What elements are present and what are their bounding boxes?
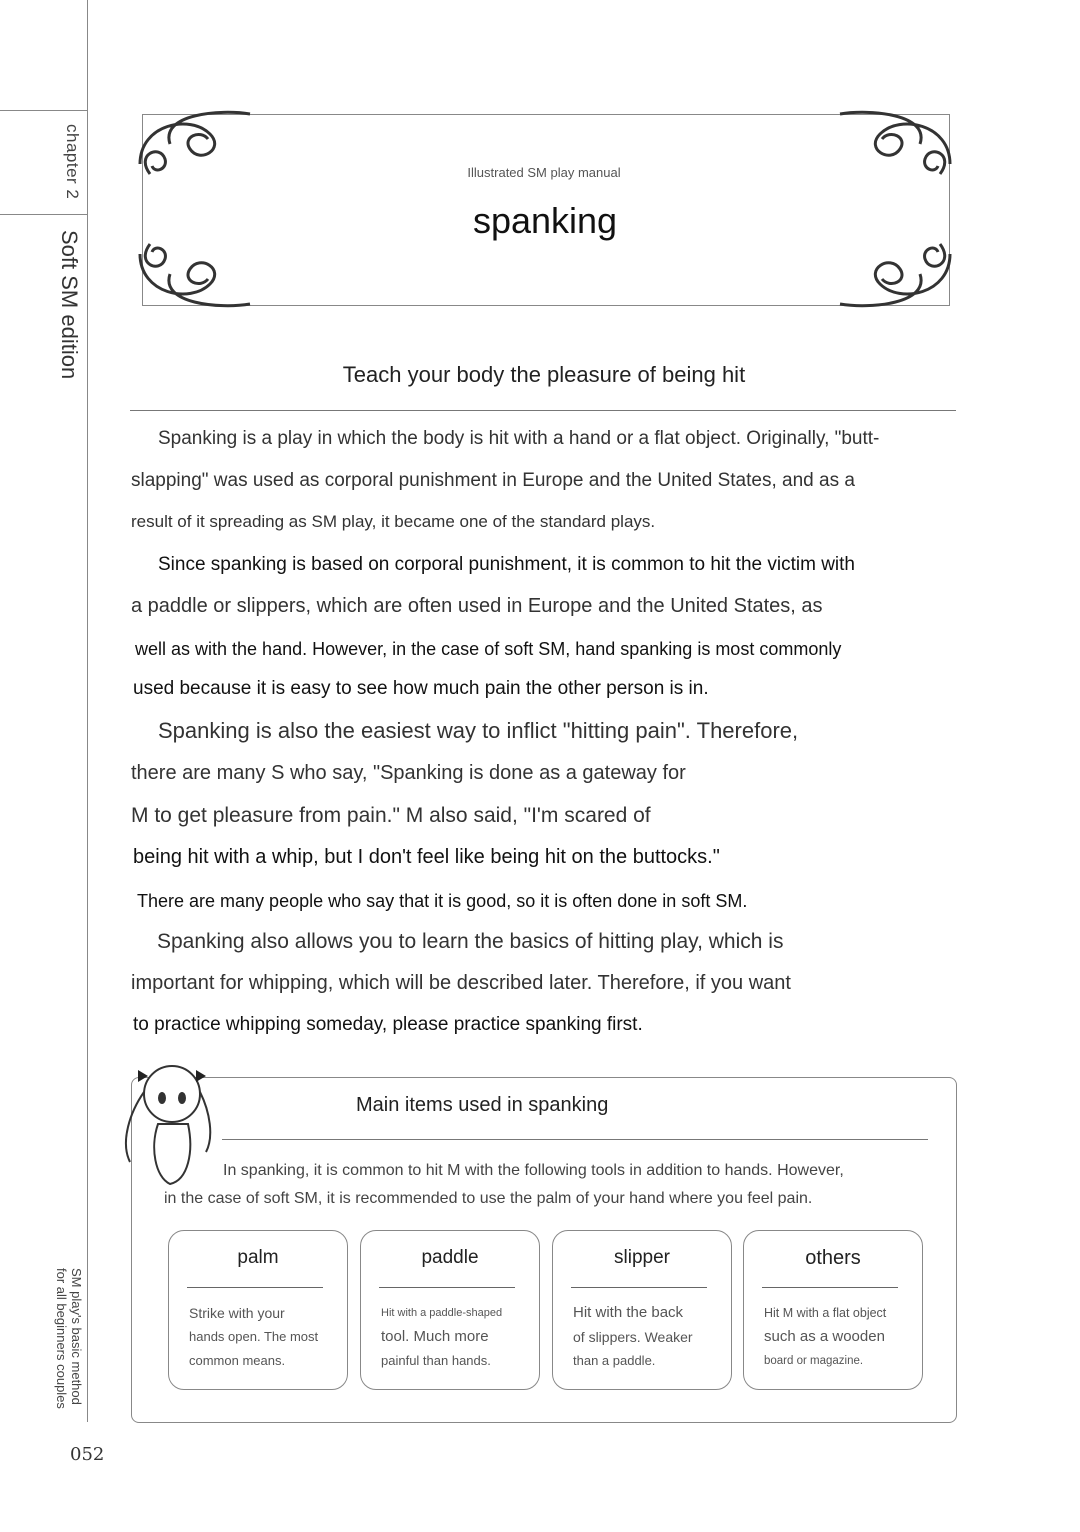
body-text-line: a paddle or slippers, which are often used in Europe and the United States, as bbox=[131, 595, 823, 617]
card-label: palm bbox=[237, 1247, 279, 1268]
card-divider bbox=[571, 1287, 707, 1288]
flourish-ornament-icon bbox=[830, 204, 960, 314]
edition-label: Soft SM edition bbox=[57, 230, 82, 380]
card-description bbox=[764, 1301, 914, 1373]
flourish-ornament-icon bbox=[130, 204, 260, 314]
sidebar-rule bbox=[0, 214, 88, 215]
card-label: paddle bbox=[421, 1247, 479, 1268]
manual-label: Illustrated SM play manual bbox=[467, 165, 621, 180]
body-text-line: Since spanking is based on corporal punishment, it is common to hit the victim with bbox=[158, 554, 855, 575]
section-subtitle: Teach your body the pleasure of being hit bbox=[342, 362, 746, 387]
body-text-line: well as with the hand. However, in the case of soft SM, hand spanking is most commonly bbox=[135, 639, 842, 659]
card-desc-line: tool. Much more bbox=[381, 1328, 489, 1345]
flourish-ornament-icon bbox=[830, 104, 960, 214]
item-card-palm bbox=[168, 1230, 348, 1390]
card-description bbox=[189, 1301, 339, 1373]
mascot-illustration-icon bbox=[110, 1052, 220, 1192]
card-desc-line: Hit with a paddle-shaped bbox=[381, 1307, 503, 1319]
body-text-line: used because it is easy to see how much pain the other person is in. bbox=[133, 678, 709, 699]
body-text-line: there are many S who say, "Spanking is done as a gateway for bbox=[131, 762, 686, 784]
card-desc-line: hands open. The most bbox=[189, 1329, 319, 1344]
page-number: 052 bbox=[70, 1444, 105, 1465]
item-card-slipper bbox=[552, 1230, 732, 1390]
card-divider bbox=[187, 1287, 323, 1288]
item-card-paddle bbox=[360, 1230, 540, 1390]
card-desc-line: painful than hands. bbox=[381, 1353, 491, 1368]
body-text-line: important for whipping, which will be described later. Therefore, if you want bbox=[131, 972, 791, 994]
card-divider bbox=[762, 1287, 898, 1288]
card-desc-line: than a paddle. bbox=[573, 1353, 656, 1368]
body-text-line: Spanking is also the easiest way to inflict "hitting pain". Therefore, bbox=[158, 718, 799, 743]
items-title: Main items used in spanking bbox=[356, 1094, 609, 1116]
card-label: others bbox=[805, 1247, 861, 1269]
page-title: spanking bbox=[472, 200, 618, 241]
body-text-line: result of it spreading as SM play, it became one of the standard plays. bbox=[131, 512, 656, 531]
sidebar-rule bbox=[0, 110, 88, 111]
card-divider bbox=[379, 1287, 515, 1288]
footer-line: SM play's basic method bbox=[69, 1268, 84, 1405]
card-label: slipper bbox=[614, 1247, 670, 1268]
item-card-others bbox=[743, 1230, 923, 1390]
footer-line: for all beginners couples bbox=[54, 1268, 69, 1409]
body-text-line: slapping" was used as corporal punishment in Europe and the United States, and as a bbox=[131, 470, 855, 491]
card-desc-line: Hit with the back bbox=[573, 1304, 684, 1321]
items-divider bbox=[222, 1139, 928, 1140]
card-desc-line: Hit M with a flat object bbox=[764, 1306, 887, 1320]
flourish-ornament-icon bbox=[130, 104, 260, 214]
body-text-line: M to get pleasure from pain." M also said, "I'm scared of bbox=[131, 804, 651, 827]
body-text-line: being hit with a whip, but I don't feel like being hit on the buttocks." bbox=[133, 846, 720, 868]
chapter-label: chapter 2 bbox=[63, 124, 82, 200]
body-text-line: There are many people who say that it is good, so it is often done in soft SM. bbox=[137, 891, 748, 911]
body-text-line: to practice whipping someday, please practice spanking first. bbox=[133, 1014, 643, 1035]
items-intro-line: in the case of soft SM, it is recommended to use the palm of your hand where you feel pain. bbox=[164, 1190, 813, 1207]
card-desc-line: of slippers. Weaker bbox=[573, 1329, 693, 1345]
subtitle-divider bbox=[130, 410, 956, 411]
card-description bbox=[573, 1301, 723, 1373]
items-intro-line: In spanking, it is common to hit M with the following tools in addition to hands. However, bbox=[223, 1162, 844, 1179]
card-description bbox=[381, 1301, 531, 1373]
card-desc-line: Strike with your bbox=[189, 1305, 285, 1321]
book-footer bbox=[44, 1268, 84, 1409]
card-desc-line: common means. bbox=[189, 1353, 286, 1368]
body-text-line: Spanking also allows you to learn the basics of hitting play, which is bbox=[157, 930, 784, 953]
card-desc-line: such as a wooden bbox=[764, 1328, 885, 1345]
card-desc-line: board or magazine. bbox=[764, 1355, 864, 1367]
body-text-line: Spanking is a play in which the body is hit with a hand or a flat object. Originally, "butt- bbox=[158, 428, 880, 449]
